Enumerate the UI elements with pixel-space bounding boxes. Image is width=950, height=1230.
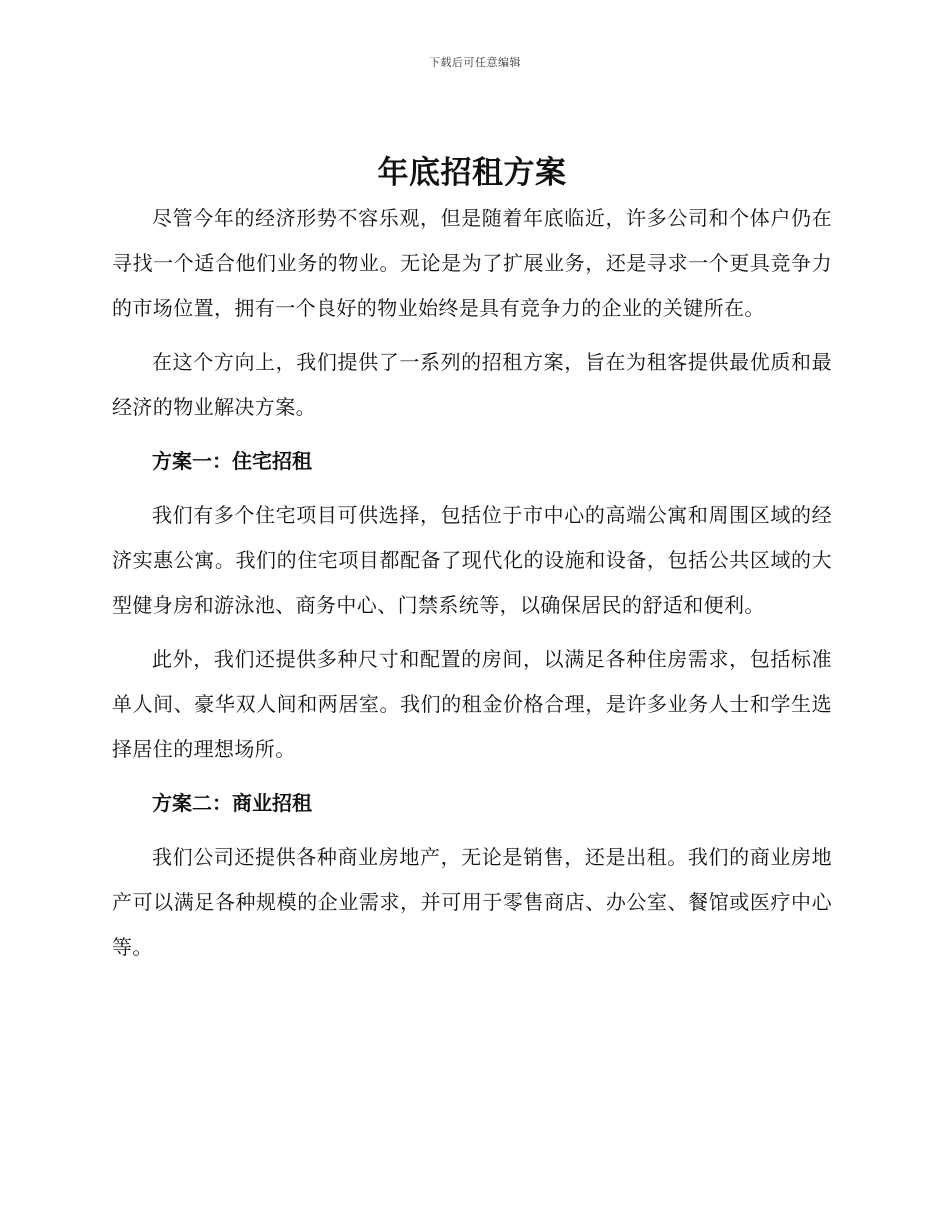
document-title: 年底招租方案 [377, 155, 567, 191]
plan-one-heading: 方案一：住宅招租 [152, 449, 312, 473]
paragraph-spacer [112, 772, 832, 781]
paragraph-spacer [112, 484, 832, 493]
direction-paragraph: 在这个方向上，我们提供了一系列的招租方案，旨在为租客提供最优质和最经济的物业解决方案。 [112, 350, 832, 419]
residential-paragraph-2: 此外，我们还提供多种尺寸和配置的房间，以满足各种住房需求，包括标准单人间、豪华双人间和两居室。我们的租金价格合理，是许多业务人士和学生选择居住的理想场所。 [112, 647, 832, 761]
paragraph-spacer [112, 826, 832, 835]
commercial-paragraph-1: 我们公司还提供各种商业房地产，无论是销售，还是出租。我们的商业房地产可以满足各种规模的企业需求，并可用于零售商店、办公室、餐馆或医疗中心等。 [112, 845, 832, 959]
plan-two-heading: 方案二：商业招租 [152, 791, 312, 815]
paragraph-spacer [112, 331, 832, 340]
residential-paragraph-1: 我们有多个住宅项目可供选择，包括位于市中心的高端公寓和周围区域的经济实惠公寓。我们的住宅项目都配备了现代化的设施和设备，包括公共区域的大型健身房和游泳池、商务中心、门禁系统等，以确保居民的舒适和便利。 [112, 503, 832, 617]
paragraph-spacer [112, 430, 832, 439]
intro-paragraph: 尽管今年的经济形势不容乐观，但是随着年底临近，许多公司和个体户仍在寻找一个适合他们业务的物业。无论是为了扩展业务，还是寻求一个更具竞争力的市场位置，拥有一个良好的物业始终是具有竞争力的企业的关键所在。 [112, 206, 832, 320]
paragraph-spacer [112, 628, 832, 637]
document-body [112, 150, 832, 970]
page-header-note: 下载后可任意编辑 [429, 56, 521, 69]
